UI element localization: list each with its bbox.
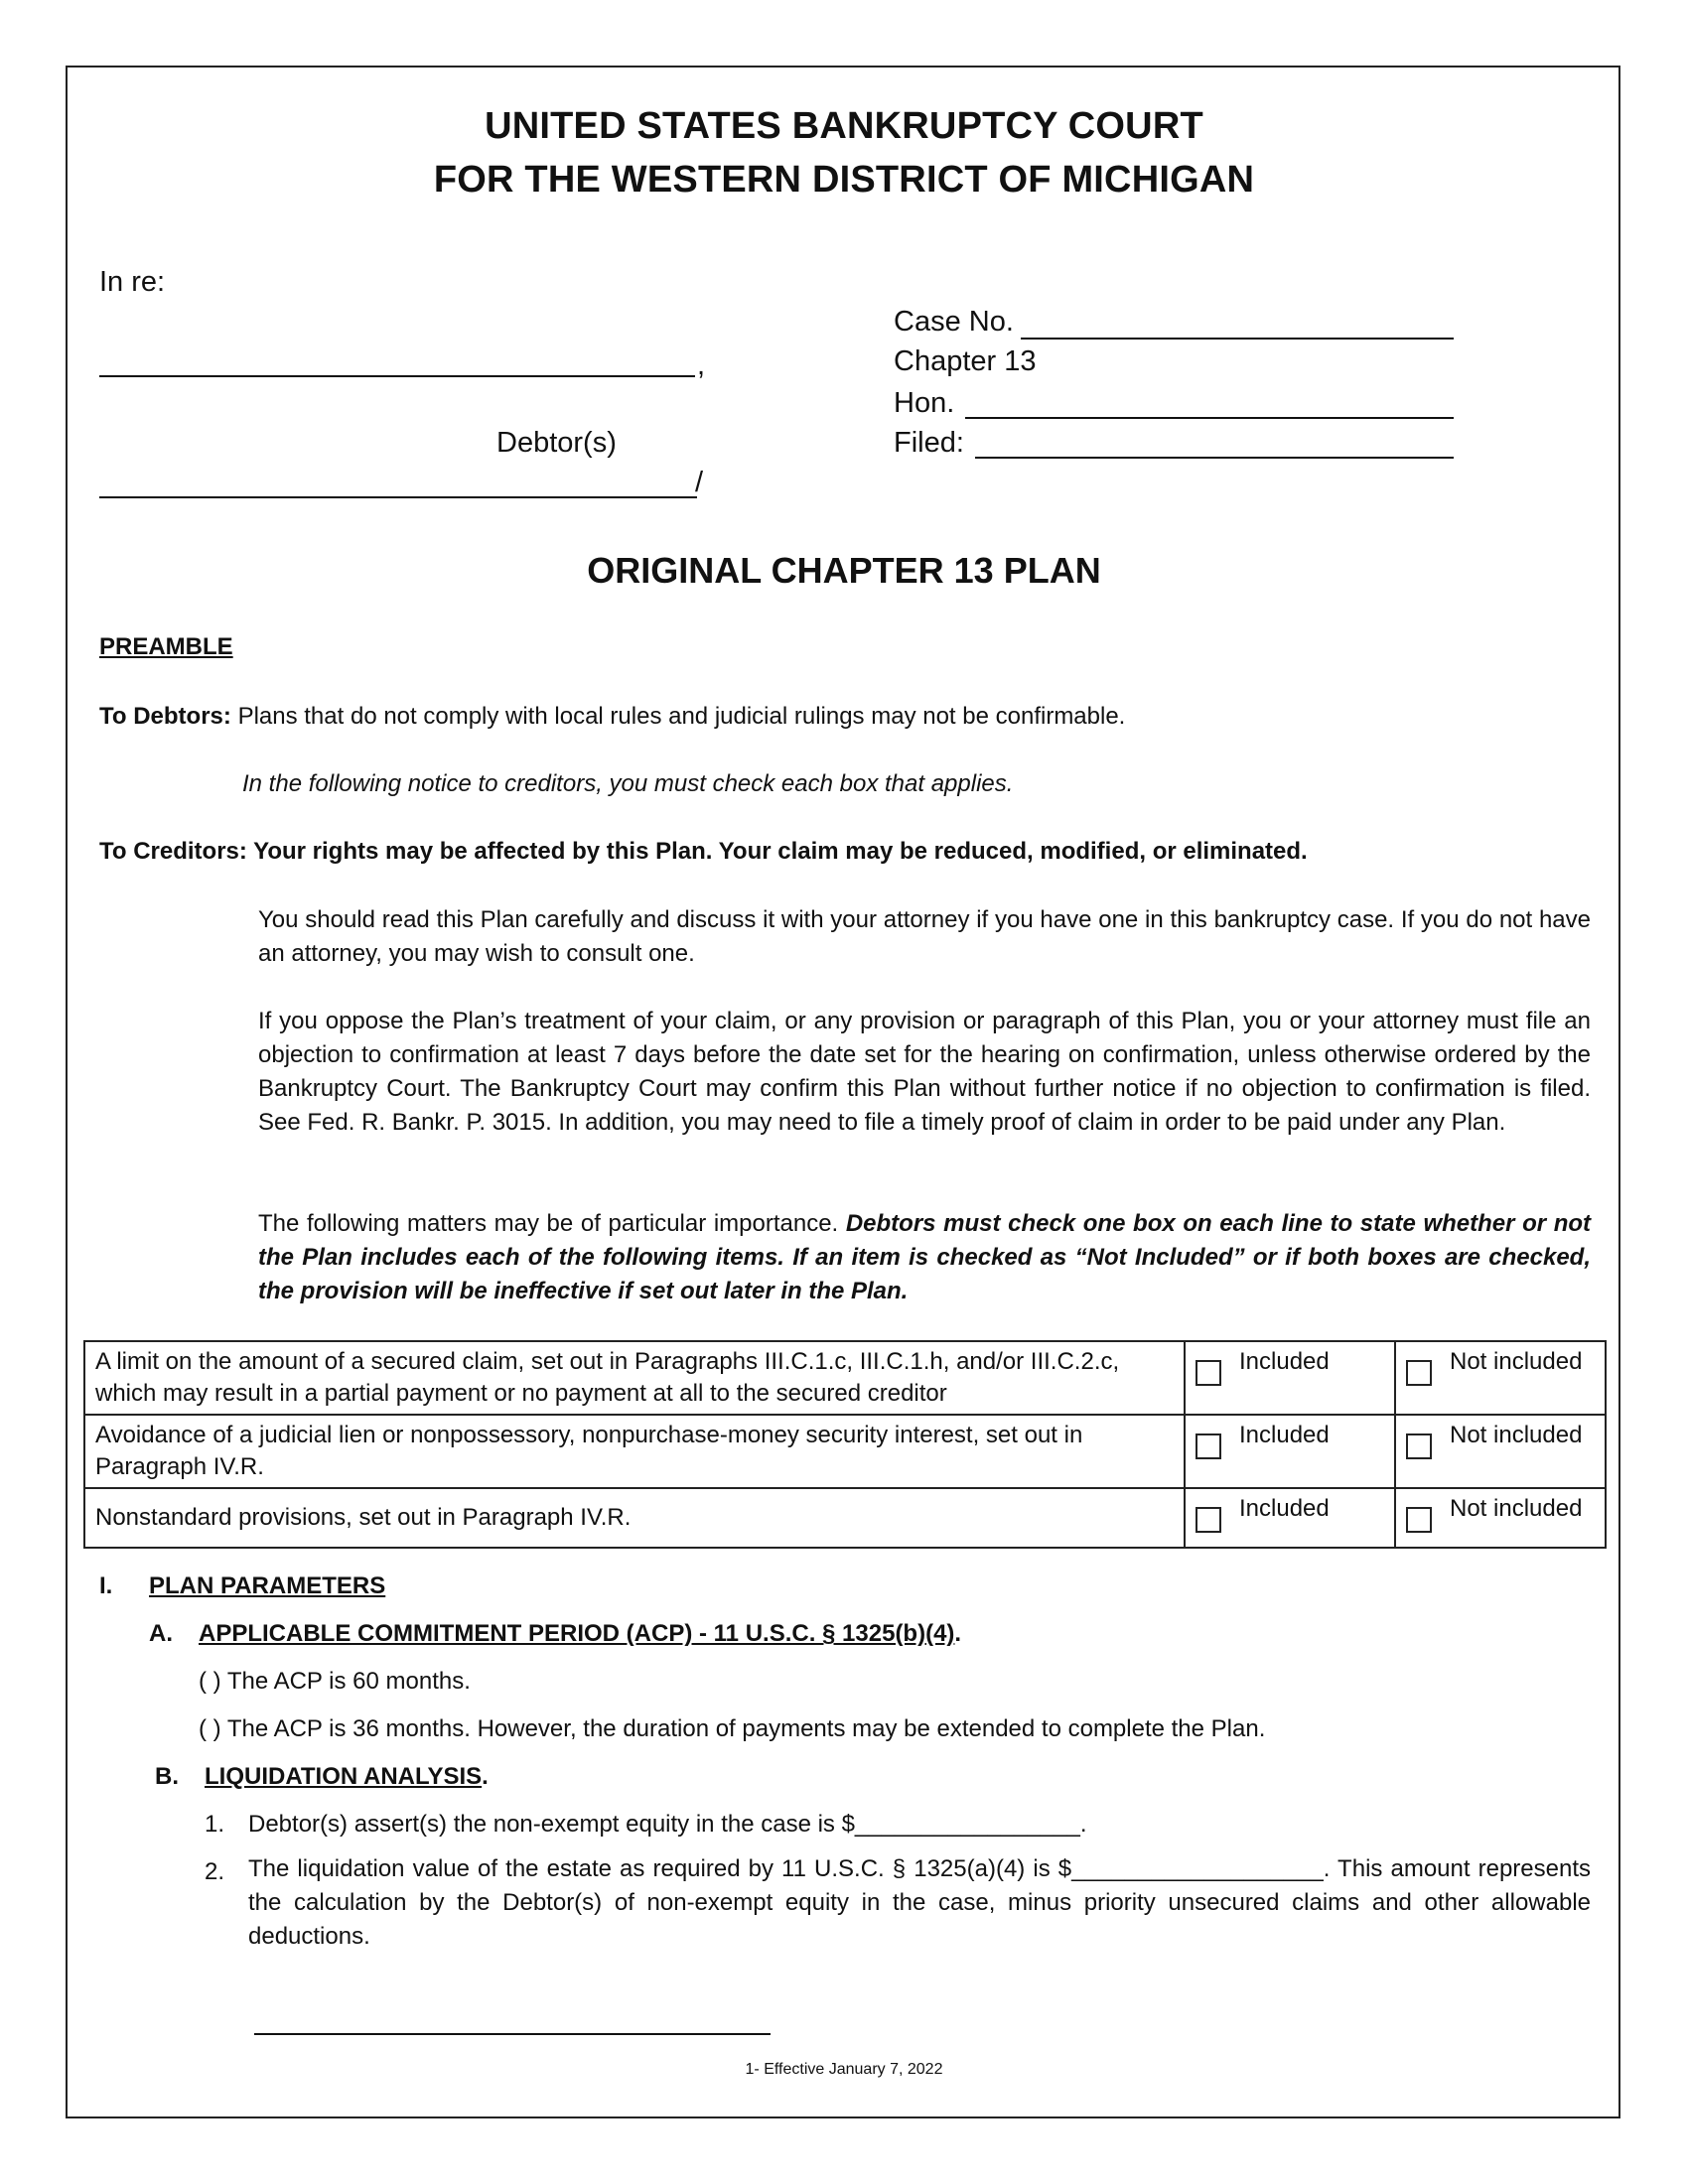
included-checkbox[interactable]: [1196, 1507, 1221, 1533]
not-included-cell: [1395, 1415, 1606, 1488]
to-debtors-label: To Debtors:: [99, 703, 231, 730]
included-cell: [1185, 1415, 1395, 1488]
paragraph-3-bold: Debtors must check one box on each line to state whether or not the Plan includes each of the following items. If an item is checked as “Not Included” or if both boxes are checked, the provision will be ineffective if set out later in the Plan.: [258, 1210, 1592, 1304]
included-checkbox[interactable]: [1196, 1360, 1221, 1386]
to-debtors-text: Plans that do not comply with local rules and judicial rulings may not be confirmable.: [237, 703, 1126, 730]
not-included-label: Not included: [1450, 1422, 1583, 1448]
not-included-checkbox[interactable]: [1406, 1433, 1432, 1459]
section-1-number: I.: [99, 1572, 113, 1599]
to-creditors-line: To Creditors: Your rights may be affected by this Plan. Your claim may be reduced, modified, or eliminated.: [99, 838, 1308, 865]
subsection-b-heading-line: [205, 1763, 489, 1791]
preamble-paragraph-3: [258, 1207, 1591, 1308]
case-no-line[interactable]: [1021, 338, 1454, 340]
table-row: [84, 1341, 1606, 1415]
plan-title: ORIGINAL CHAPTER 13 PLAN: [587, 550, 1101, 591]
caption-comma: ,: [697, 349, 706, 381]
case-no-label: Case No.: [894, 306, 1014, 338]
table-row: [84, 1488, 1606, 1548]
subsection-a-period: .: [954, 1620, 962, 1647]
included-checkbox[interactable]: [1196, 1433, 1221, 1459]
filed-line[interactable]: [975, 457, 1454, 459]
in-re-label: In re:: [99, 266, 166, 298]
included-cell: [1185, 1488, 1395, 1548]
not-included-checkbox[interactable]: [1406, 1507, 1432, 1533]
table-row: [84, 1415, 1606, 1488]
subsection-a-heading-line: [199, 1620, 961, 1648]
page-footer: 1- Effective January 7, 2022: [745, 2061, 943, 2078]
to-debtors-line: [99, 703, 1125, 731]
debtor-label: Debtor(s): [496, 427, 617, 459]
not-included-label: Not included: [1450, 1495, 1583, 1522]
acp-option-36[interactable]: ( ) The ACP is 36 months. However, the duration of payments may be extended to complete the Plan.: [199, 1715, 1266, 1742]
item-b1-text: Debtor(s) assert(s) the non-exempt equity in the case is $_________________.: [248, 1811, 1087, 1838]
chapter-label: Chapter 13: [894, 345, 1037, 377]
included-label: Included: [1239, 1422, 1330, 1448]
subsection-a-heading: APPLICABLE COMMITMENT PERIOD (ACP) - 11 U.S.C. § 1325(b)(4): [199, 1620, 955, 1647]
subsection-b-letter: B.: [155, 1763, 179, 1790]
footnote-separator: [254, 2033, 771, 2035]
not-included-label: Not included: [1450, 1348, 1583, 1375]
hon-label: Hon.: [894, 387, 955, 419]
hon-line[interactable]: [965, 417, 1454, 419]
not-included-cell: [1395, 1341, 1606, 1415]
item-b2-number: 2.: [205, 1858, 225, 1885]
item-description: Avoidance of a judicial lien or nonpossessory, nonpurchase-money security interest, set out in Paragraph IV.R.: [84, 1415, 1185, 1488]
included-cell: [1185, 1341, 1395, 1415]
filed-label: Filed:: [894, 427, 964, 459]
court-name-line1: UNITED STATES BANKRUPTCY COURT: [485, 105, 1203, 147]
debtor-name-line-2[interactable]: [99, 496, 697, 498]
not-included-checkbox[interactable]: [1406, 1360, 1432, 1386]
notice-instruction: In the following notice to creditors, you must check each box that applies.: [242, 770, 1014, 797]
subsection-b-heading: LIQUIDATION ANALYSIS: [205, 1763, 483, 1790]
plan-items-table: [83, 1340, 1607, 1549]
acp-option-60[interactable]: ( ) The ACP is 60 months.: [199, 1668, 471, 1695]
included-label: Included: [1239, 1495, 1330, 1522]
preamble-heading: PREAMBLE: [99, 633, 233, 660]
subsection-b-period: .: [482, 1763, 489, 1790]
preamble-paragraph-1: You should read this Plan carefully and discuss it with your attorney if you have one in this bankruptcy case. If you do not have an attorney, you may wish to consult one.: [258, 906, 1591, 967]
caption-slash: /: [695, 467, 704, 498]
debtor-name-line-1[interactable]: [99, 375, 695, 377]
item-description: Nonstandard provisions, set out in Paragraph IV.R.: [84, 1488, 1185, 1548]
item-b1-number: 1.: [205, 1811, 225, 1838]
included-label: Included: [1239, 1348, 1330, 1375]
section-1-heading: PLAN PARAMETERS: [149, 1572, 386, 1599]
item-description: A limit on the amount of a secured claim, set out in Paragraphs III.C.1.c, III.C.1.h, and/or III.C.2.c, which may result in a partial payment or no payment at all to the secured creditor: [84, 1341, 1185, 1415]
preamble-paragraph-2: If you oppose the Plan’s treatment of your claim, or any provision or paragraph of this Plan, you or your attorney must file an objection to confirmation at least 7 days before the date set for the hearing on confirmation, unless otherwise ordered by the Bankruptcy Court. The Bankruptcy Court may confirm this Plan without further notice if no objection to confirmation is filed. See Fed. R. Bankr. P. 3015. In addition, you may need to file a timely proof of claim in order to be paid under any Plan.: [258, 1008, 1591, 1136]
subsection-a-letter: A.: [149, 1620, 173, 1647]
not-included-cell: [1395, 1488, 1606, 1548]
paragraph-3-plain: The following matters may be of particular importance.: [258, 1210, 846, 1237]
item-b2-text: The liquidation value of the estate as required by 11 U.S.C. § 1325(a)(4) is $___________________. This amount represents the calculation by the Debtor(s) of non-exempt equity in the case, minus priority unsecured claims and other allowable deductions.: [248, 1855, 1591, 1950]
court-name-line2: FOR THE WESTERN DISTRICT OF MICHIGAN: [433, 159, 1255, 201]
